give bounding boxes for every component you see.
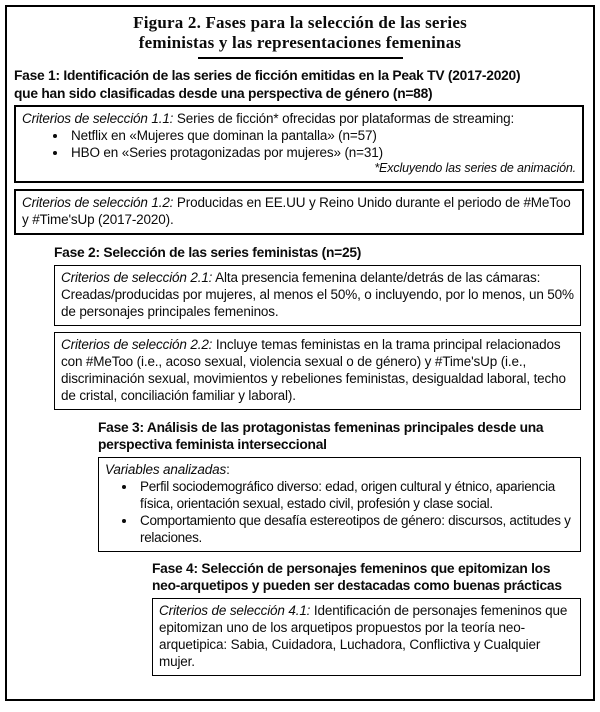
variables-box [98,457,581,552]
figure-title [12,13,588,53]
criteria-box-4-1 [152,598,581,676]
criteria-1-2-text [22,194,576,228]
phase-4-heading-line-1: Fase 4: Selección de personajes femeninos que epitomizan los [152,560,551,576]
criteria-1-2-label: Criterios de selección 1.2: [22,195,174,210]
phase-4-heading-line-2: neo-arquetipos y pueden ser destacadas como buenas prácticas [152,578,562,593]
phase-1-heading-line-1: Fase 1: Identificación de las series de ficción emitidas en la Peak TV (2017-2020) [14,68,521,83]
figure-title-line-1: Figura 2. Fases para la selección de las series [133,13,467,32]
phase-3-heading-line-2: perspectiva feminista interseccional [98,437,327,452]
figure-frame [5,5,595,701]
criteria-box-1-1 [14,105,584,183]
phase-3 [98,419,581,552]
phase-4-heading [152,560,581,595]
criteria-1-1-label: Criterios de selección 1.1: [22,111,174,126]
criteria-box-2-2 [54,332,581,410]
phase-4 [152,560,581,676]
title-underline [198,57,403,59]
criteria-4-1-body: Identificación de personajes femeninos que epitomizan uno de los arquetipos propuestos por la teoría neo-arquetipica: Sabia, Cuidadora, Luchadora, Conflictiva y Cualquier mujer. [159,602,568,669]
criteria-1-2-body: Producidas en EE.UU y Reino Unido durante el periodo de #MeToo y #Time'sUp (2017-2020). [22,195,571,227]
phase-1-heading-line-2: que han sido clasificadas desde una perspectiva de género (n=88) [14,85,433,101]
criteria-1-1-bullets [22,127,576,161]
phase-3-heading [98,419,581,454]
bullet-hbo: • HBO en «Series protagonizadas por mujeres» (n=31) [68,144,576,161]
criteria-2-1-body: Alta presencia femenina delante/detrás de las cámaras: Creadas/producidas por mujeres, al menos el 50%, o incluyendo, por lo menos, un 50% de personajes principales femeninos. [61,269,574,319]
criteria-2-2-text [61,336,574,404]
criteria-2-1-label: Criterios de selección 2.1: [61,269,213,285]
criteria-box-2-1 [54,265,581,326]
criteria-1-1-text [22,110,576,127]
criteria-2-1-text [61,269,574,320]
variables-label: Variables analizadas [105,461,227,477]
bullet-netflix: • Netflix en «Mujeres que dominan la pantalla» (n=57) [68,127,576,144]
criteria-1-1-body: Series de ficción* ofrecidas por plataformas de streaming: [173,111,515,126]
bullet-behavior: • Comportamiento que desafía estereotipos de género: discursos, actitudes y relaciones. [137,512,574,546]
criteria-box-1-2 [14,189,584,235]
variables-bullets [105,478,574,546]
criteria-2-2-body: Incluye temas feministas en la trama principal relacionados con #MeToo (i.e., acoso sexual, violencia sexual o de género) y #Time'sUp (i.e., discriminación sexual, movimientos y rebeliones feministas, desigualdad laboral, techo de cristal, conciliación familiar y laboral). [61,336,566,403]
bullet-sociodemographic-profile: • Perfil sociodemográfico diverso: edad, origen cultural y étnico, apariencia física, orientación sexual, estado civil, profesión y clase social. [137,478,574,512]
phase-1 [14,67,584,235]
phase-2 [54,244,581,410]
phase-1-heading [14,67,584,102]
phase-3-heading-line-1: Fase 3: Análisis de las protagonistas femeninas principales desde una [98,419,544,435]
variables-text [105,461,574,478]
animation-exclusion-footnote: *Excluyendo las series de animación. [374,161,576,175]
figure-title-line-2: feministas y las representaciones femeninas [138,33,462,52]
variables-colon: : [226,461,230,477]
phase-2-heading [54,244,581,262]
phase-2-heading-line-1: Fase 2: Selección de las series feministas (n=25) [54,245,362,260]
criteria-4-1-text [159,602,574,670]
criteria-2-2-label: Criterios de selección 2.2: [61,336,213,352]
criteria-4-1-label: Criterios de selección 4.1: [159,602,311,618]
